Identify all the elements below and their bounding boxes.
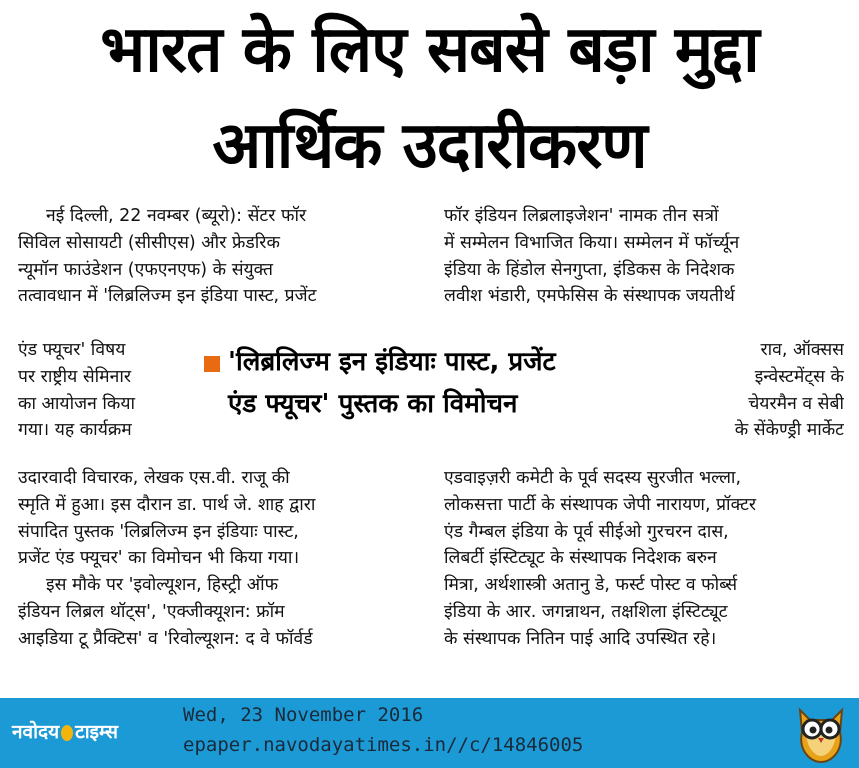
flame-logo-icon [61, 725, 73, 741]
brand-logo-left: नवोदय [12, 721, 60, 743]
article-col1-top [18, 203, 420, 310]
text-line: फॉर इंडियन लिब्रलाइजेशन' नामक तीन सत्रों [444, 206, 719, 226]
text-line: इन्वेस्टमेंट्स के [754, 366, 844, 387]
article-col2-bottom [444, 465, 844, 653]
text-line: तत्वावधान में 'लिब्रलिज्म इन इंडिया पास्ट, प्रजेंट [18, 286, 317, 307]
text-line: आइडिया टू प्रैक्टिस' व 'रिवोल्यूशन: द वे फॉर्वर्ड [18, 628, 313, 649]
text-line: चेयरमैन व सेबी [748, 393, 844, 414]
text-line: एडवाइज़री कमेटी के पूर्व सदस्य सुरजीत भल्ला, [444, 468, 742, 488]
text-line: इंडियन लिब्रल थॉट्स', 'एक्जीक्यूशन: फ्रॉम [18, 601, 285, 622]
text-line: लवीश भंडारी, एमफेसिस के संस्थापक जयतीर्थ [444, 286, 735, 307]
text-line: स्मृति में हुआ। इस दौरान डा. पार्थ जे. शाह द्वारा [18, 494, 316, 515]
text-line: संपादित पुस्तक 'लिब्रलिज्म इन इंडियाः पास्ट, [18, 521, 299, 542]
text-line: में सम्मेलन विभाजित किया। सम्मेलन में फॉर्च्यून [444, 232, 740, 253]
text-line: इंडिया के हिंडोल सेनगुप्ता, इंडिकस के निदेशक [444, 259, 735, 280]
text-line: लोकसत्ता पार्टी के संस्थापक जेपी नारायण, प्रॉक्टर [444, 494, 757, 515]
headline-line-1: भारत के लिए सबसे बड़ा मुद्दा [100, 13, 759, 87]
pull-quote-callout [192, 336, 668, 454]
text-line: नई दिल्ली, 22 नवम्बर (ब्यूरो): सेंटर फॉर [46, 206, 307, 226]
text-line: प्रजेंट एंड फ्यूचर' का विमोचन भी किया गया। [18, 548, 300, 569]
article-col1-mid [18, 337, 188, 444]
brand-logo [12, 718, 118, 744]
callout-line-1: 'लिब्रलिज्म इन इंडियाः पास्ट, प्रजेंट [228, 347, 556, 377]
owl-mascot-icon [792, 702, 850, 764]
epaper-url[interactable]: epaper.navodayatimes.in//c/14846005 [183, 734, 584, 756]
text-line: के संस्थापक नितिन पाई आदि उपस्थित रहे। [444, 628, 717, 649]
callout-line-2: एंड फ्यूचर' पुस्तक का विमोचन [228, 389, 518, 419]
text-line: राव, ऑक्सस [760, 340, 844, 360]
article-col1-bottom [18, 465, 420, 653]
edition-date: Wed, 23 November 2016 [183, 704, 424, 726]
text-line: इस मौके पर 'इवोल्यूशन, हिस्ट्री ऑफ [46, 575, 279, 596]
text-line: लिबर्टी इंस्टिट्यूट के संस्थापक निदेशक बरुन [444, 548, 717, 569]
square-bullet-icon [204, 356, 220, 372]
brand-logo-right: टाइम्स [75, 721, 118, 743]
text-line: एंड फ्यूचर' विषय [18, 340, 126, 360]
text-line: के सेंकेण्ड्री मार्केट [734, 420, 844, 441]
headline-line-2: आर्थिक उदारीकरण [212, 109, 647, 183]
text-line: का आयोजन किया [18, 393, 136, 414]
text-line: उदारवादी विचारक, लेखक एस.वी. राजू की [18, 468, 290, 488]
text-line: सिविल सोसायटी (सीसीएस) और फ्रेडरिक [18, 232, 280, 253]
text-line: एंड गैम्बल इंडिया के पूर्व सीईओ गुरचरन दास, [444, 521, 729, 542]
text-line: पर राष्ट्रीय सेमिनार [18, 366, 132, 387]
article-col2-mid [676, 337, 844, 444]
text-line: मित्रा, अर्थशास्त्री अतानु डे, फर्स्ट पोस्ट व फोर्ब्स [444, 575, 738, 596]
article-col2-top [444, 203, 844, 310]
epaper-footer-bar [0, 698, 859, 768]
text-line: इंडिया के आर. जगन्नाथन, तक्षशिला इंस्टिट्यूट [444, 601, 728, 622]
text-line: न्यूमॉन फाउंडेशन (एफएनएफ) के संयुक्त [18, 259, 274, 280]
text-line: गया। यह कार्यक्रम [18, 420, 132, 441]
